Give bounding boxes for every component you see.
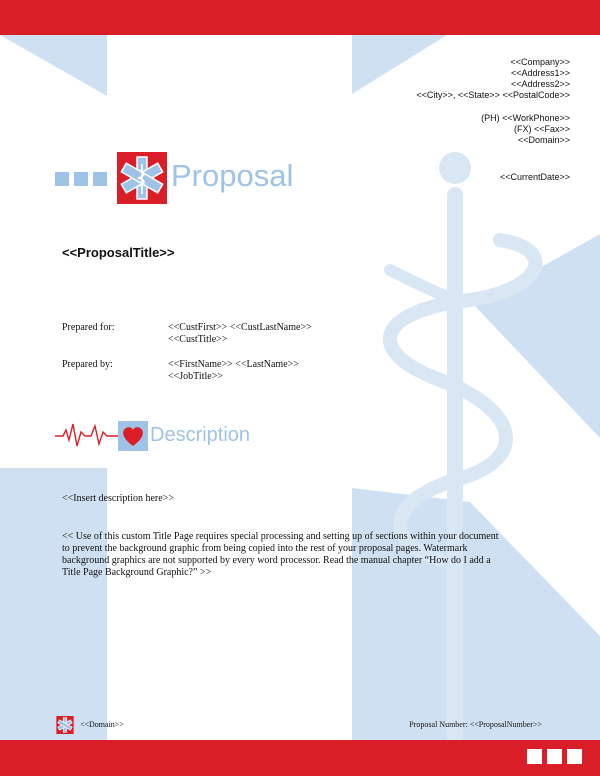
author-name: <<FirstName>> <<LastName>> [168, 359, 299, 370]
heart-icon [118, 421, 148, 451]
city-state-postal: <<City>>, <<State>> <<PostalCode>> [416, 90, 570, 100]
logo-square [74, 172, 88, 186]
proposal-logo-text: Proposal [171, 158, 294, 193]
footer-star-of-life-icon [56, 716, 74, 734]
prepared-by-label: Prepared by: [62, 359, 113, 370]
logo-square [55, 172, 69, 186]
footer-proposal-number: Proposal Number: <<ProposalNumber>> [409, 720, 542, 729]
bottom-banner [0, 740, 600, 776]
top-banner [0, 0, 600, 35]
footer-square [527, 749, 542, 764]
address-line-1: <<Address1>> [510, 68, 570, 78]
proposal-logo [55, 152, 325, 204]
proposal-title: <<ProposalTitle>> [62, 245, 175, 260]
description-note-line: background graphics are not supported by every word processor. Read the manual chapter “How do I add a [62, 555, 491, 566]
address-line-2: <<Address2>> [510, 79, 570, 89]
customer-title: <<CustTitle>> [168, 334, 228, 345]
heartbeat-line-icon [55, 418, 119, 450]
customer-name: <<CustFirst>> <<CustLastName>> [168, 322, 312, 333]
company-domain: <<Domain>> [517, 135, 570, 145]
fax-number: (FX) <<Fax>> [513, 124, 570, 134]
footer-square [567, 749, 582, 764]
description-note-line: to prevent the background graphic from being copied into the rest of your proposal pages. Watermark [62, 543, 468, 554]
current-date: <<CurrentDate>> [499, 172, 570, 182]
description-heading: Description [150, 424, 251, 446]
footer-square [547, 749, 562, 764]
footer-domain: <<Domain>> [80, 720, 124, 729]
company-name: <<Company>> [510, 57, 570, 67]
work-phone: (PH) <<WorkPhone>> [481, 113, 570, 123]
star-of-life-icon [117, 152, 167, 204]
prepared-for-label: Prepared for: [62, 322, 115, 333]
description-placeholder: <<Insert description here>> [62, 493, 174, 504]
logo-square [93, 172, 107, 186]
author-title: <<JobTitle>> [168, 371, 223, 382]
description-note-line: Title Page Background Graphic?” >> [62, 567, 212, 578]
description-note-line: << Use of this custom Title Page requires special processing and setting up of sections within your document [62, 531, 499, 542]
